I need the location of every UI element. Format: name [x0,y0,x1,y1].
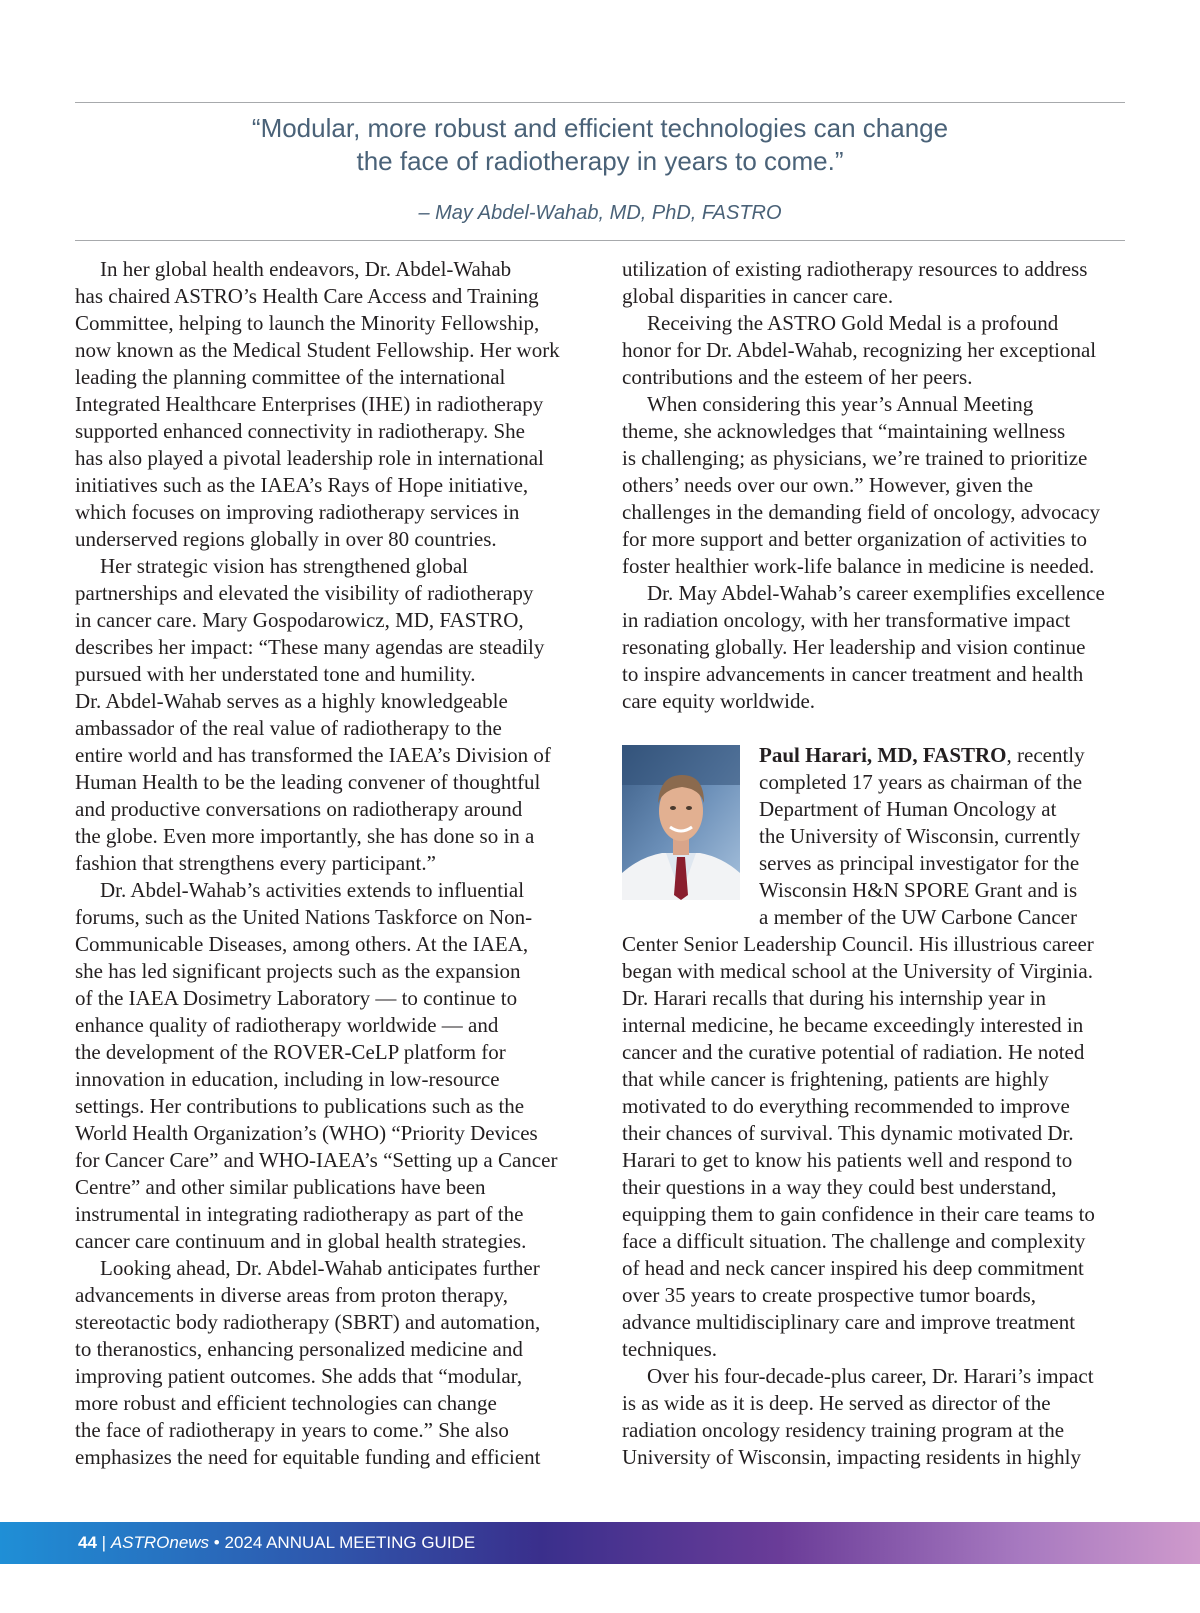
text-line: Dr. Harari recalls that during his internship year in [622,986,1046,1010]
text-line: cancer and the curative potential of radiation. He noted [622,1040,1085,1064]
text-line: their chances of survival. This dynamic motivated Dr. [622,1121,1074,1145]
text-line: is challenging; as physicians, we’re trained to prioritize [622,446,1088,470]
text-line: the University of Wisconsin, currently [759,824,1081,848]
text-line: Her strategic vision has strengthened global [100,554,468,578]
text-line: Centre” and other similar publications have been [75,1175,486,1199]
text-line: cancer care continuum and in global health strategies. [75,1229,527,1253]
text-line: internal medicine, he became exceedingly interested in [622,1013,1084,1037]
text-line: Wisconsin H&N SPORE Grant and is [759,878,1078,902]
text-line: a member of the UW Carbone Cancer [759,905,1077,929]
text-line: contributions and the esteem of her peers. [622,365,973,389]
footer-separator: | [101,1533,107,1552]
text-line: more robust and efficient technologies can change [75,1391,497,1415]
text-line: Dr. Abdel-Wahab serves as a highly knowledgeable [75,689,508,713]
bottom-rule [75,240,1125,241]
text-line: motivated to do everything recommended to improve [622,1094,1070,1118]
text-line: has chaired ASTRO’s Health Care Access and Training [75,284,539,308]
text-line: instrumental in integrating radiotherapy as part of the [75,1202,524,1226]
text-line: pursued with her understated tone and humility. [75,662,476,686]
text-line: Over his four-decade-plus career, Dr. Harari’s impact [647,1364,1094,1388]
text-line: utilization of existing radiotherapy resources to address [622,257,1088,281]
text-line: emphasizes the need for equitable funding and efficient [75,1445,541,1469]
text-line: Department of Human Oncology at [759,797,1057,821]
text-line: innovation in education, including in low-resource [75,1067,500,1091]
portrait-image [622,745,740,900]
bio-intro [622,742,1127,931]
text-line: Committee, helping to launch the Minority Fellowship, [75,311,540,335]
paragraph-gap [622,715,1127,742]
pull-quote-line: the face of radiotherapy in years to come.” [356,146,844,176]
text-line: ambassador of the real value of radiotherapy to the [75,716,502,740]
text-line: in radiation oncology, with her transformative impact [622,608,1071,632]
text-line: entire world and has transformed the IAEA’s Division of [75,743,551,767]
bio-first-line-rest: , recently [1006,743,1085,767]
text-line: for Cancer Care” and WHO-IAEA’s “Setting up a Cancer [75,1148,558,1172]
text-line: completed 17 years as chairman of the [759,770,1083,794]
text-line: settings. Her contributions to publications such as the [75,1094,525,1118]
text-line: Integrated Healthcare Enterprises (IHE) in radiotherapy [75,392,544,416]
text-line: over 35 years to create prospective tumor boards, [622,1283,1037,1307]
bio-lines-beside-photo [759,742,1129,931]
text-line: University of Wisconsin, impacting residents in highly [622,1445,1081,1469]
guide-title: 2024 ANNUAL MEETING GUIDE [224,1533,476,1552]
text-line: advancements in diverse areas from proton therapy, [75,1283,509,1307]
page-number: 44 [78,1533,97,1552]
text-line: Receiving the ASTRO Gold Medal is a profound [647,311,1059,335]
text-line: foster healthier work-life balance in medicine is needed. [622,554,1095,578]
text-line: and productive conversations on radiotherapy around [75,797,523,821]
text-line: In her global health endeavors, Dr. Abdel-Wahab [100,257,512,281]
footer-text [78,1532,475,1554]
text-line: Dr. Abdel-Wahab’s activities extends to influential [100,878,525,902]
text-line: the development of the ROVER-CeLP platform for [75,1040,506,1064]
portrait-photo [622,745,740,900]
text-line: supported enhanced connectivity in radiotherapy. She [75,419,525,443]
bio-first-line [759,742,1129,769]
text-line: honor for Dr. Abdel-Wahab, recognizing her exceptional [622,338,1097,362]
text-line: enhance quality of radiotherapy worldwide — and [75,1013,499,1037]
text-line: is as wide as it is deep. He served as director of the [622,1391,1051,1415]
text-line: techniques. [622,1337,718,1361]
text-line: theme, she acknowledges that “maintaining wellness [622,419,1066,443]
text-line: partnerships and elevated the visibility of radiotherapy [75,581,534,605]
text-line: challenges in the demanding field of oncology, advocacy [622,500,1100,524]
text-line: equipping them to gain confidence in their care teams to [622,1202,1095,1226]
text-line: care equity worldwide. [622,689,816,713]
text-line: radiation oncology residency training program at the [622,1418,1065,1442]
text-line: Looking ahead, Dr. Abdel-Wahab anticipates further [100,1256,540,1280]
text-line: face a difficult situation. The challenge and complexity [622,1229,1086,1253]
footer-bar [0,1522,1200,1564]
text-line: describes her impact: “These many agendas are steadily [75,635,545,659]
text-line: Center Senior Leadership Council. His illustrious career [622,932,1094,956]
text-line: began with medical school at the University of Virginia. [622,959,1093,983]
text-line: she has led significant projects such as the expansion [75,959,521,983]
text-line: the globe. Even more importantly, she has done so in a [75,824,535,848]
text-line: for more support and better organization of activities to [622,527,1087,551]
left-column [75,256,580,1471]
text-line: to theranostics, enhancing personalized medicine and [75,1337,523,1361]
right-column [622,256,1127,1471]
text-line: that while cancer is frightening, patients are highly [622,1067,1049,1091]
text-line: When considering this year’s Annual Meeting [647,392,1034,416]
text-line: Dr. May Abdel-Wahab’s career exemplifies excellence [647,581,1105,605]
top-rule [75,102,1125,103]
text-line: Harari to get to know his patients well and respond to [622,1148,1073,1172]
text-line: others’ needs over our own.” However, given the [622,473,1034,497]
text-line: initiatives such as the IAEA’s Rays of Hope initiative, [75,473,529,497]
text-line: stereotactic body radiotherapy (SBRT) and automation, [75,1310,541,1334]
text-line: World Health Organization’s (WHO) “Priority Devices [75,1121,538,1145]
text-line: has also played a pivotal leadership role in international [75,446,544,470]
text-line: their questions in a way they could best understand, [622,1175,1057,1199]
text-line: now known as the Medical Student Fellowship. Her work [75,338,560,362]
pull-quote-line: “Modular, more robust and efficient technologies can change [251,113,949,143]
text-line: which focuses on improving radiotherapy services in [75,500,520,524]
footer-bullet: • [213,1533,220,1552]
text-line: resonating globally. Her leadership and vision continue [622,635,1086,659]
pull-quote-attribution: – May Abdel-Wahab, MD, PhD, FASTRO [418,202,782,224]
text-line: serves as principal investigator for the [759,851,1080,875]
text-line: of the IAEA Dosimetry Laboratory — to continue to [75,986,518,1010]
text-line: underserved regions globally in over 80 countries. [75,527,497,551]
text-line: improving patient outcomes. She adds that “modular, [75,1364,523,1388]
text-line: the face of radiotherapy in years to come.” She also [75,1418,509,1442]
text-line: to inspire advancements in cancer treatment and health [622,662,1084,686]
bio-name: Paul Harari, MD, FASTRO [759,743,1007,767]
text-line: of head and neck cancer inspired his deep commitment [622,1256,1084,1280]
text-line: in cancer care. Mary Gospodarowicz, MD, FASTRO, [75,608,524,632]
text-line: fashion that strengthens every participant.” [75,851,436,875]
text-line: leading the planning committee of the international [75,365,506,389]
text-line: global disparities in cancer care. [622,284,894,308]
pull-quote [75,112,1125,178]
magazine-name: ASTROnews [110,1533,210,1552]
text-line: advance multidisciplinary care and improve treatment [622,1310,1076,1334]
text-line: Human Health to be the leading convener of thoughtful [75,770,541,794]
text-line: Communicable Diseases, among others. At the IAEA, [75,932,529,956]
text-line: forums, such as the United Nations Taskforce on Non- [75,905,533,929]
